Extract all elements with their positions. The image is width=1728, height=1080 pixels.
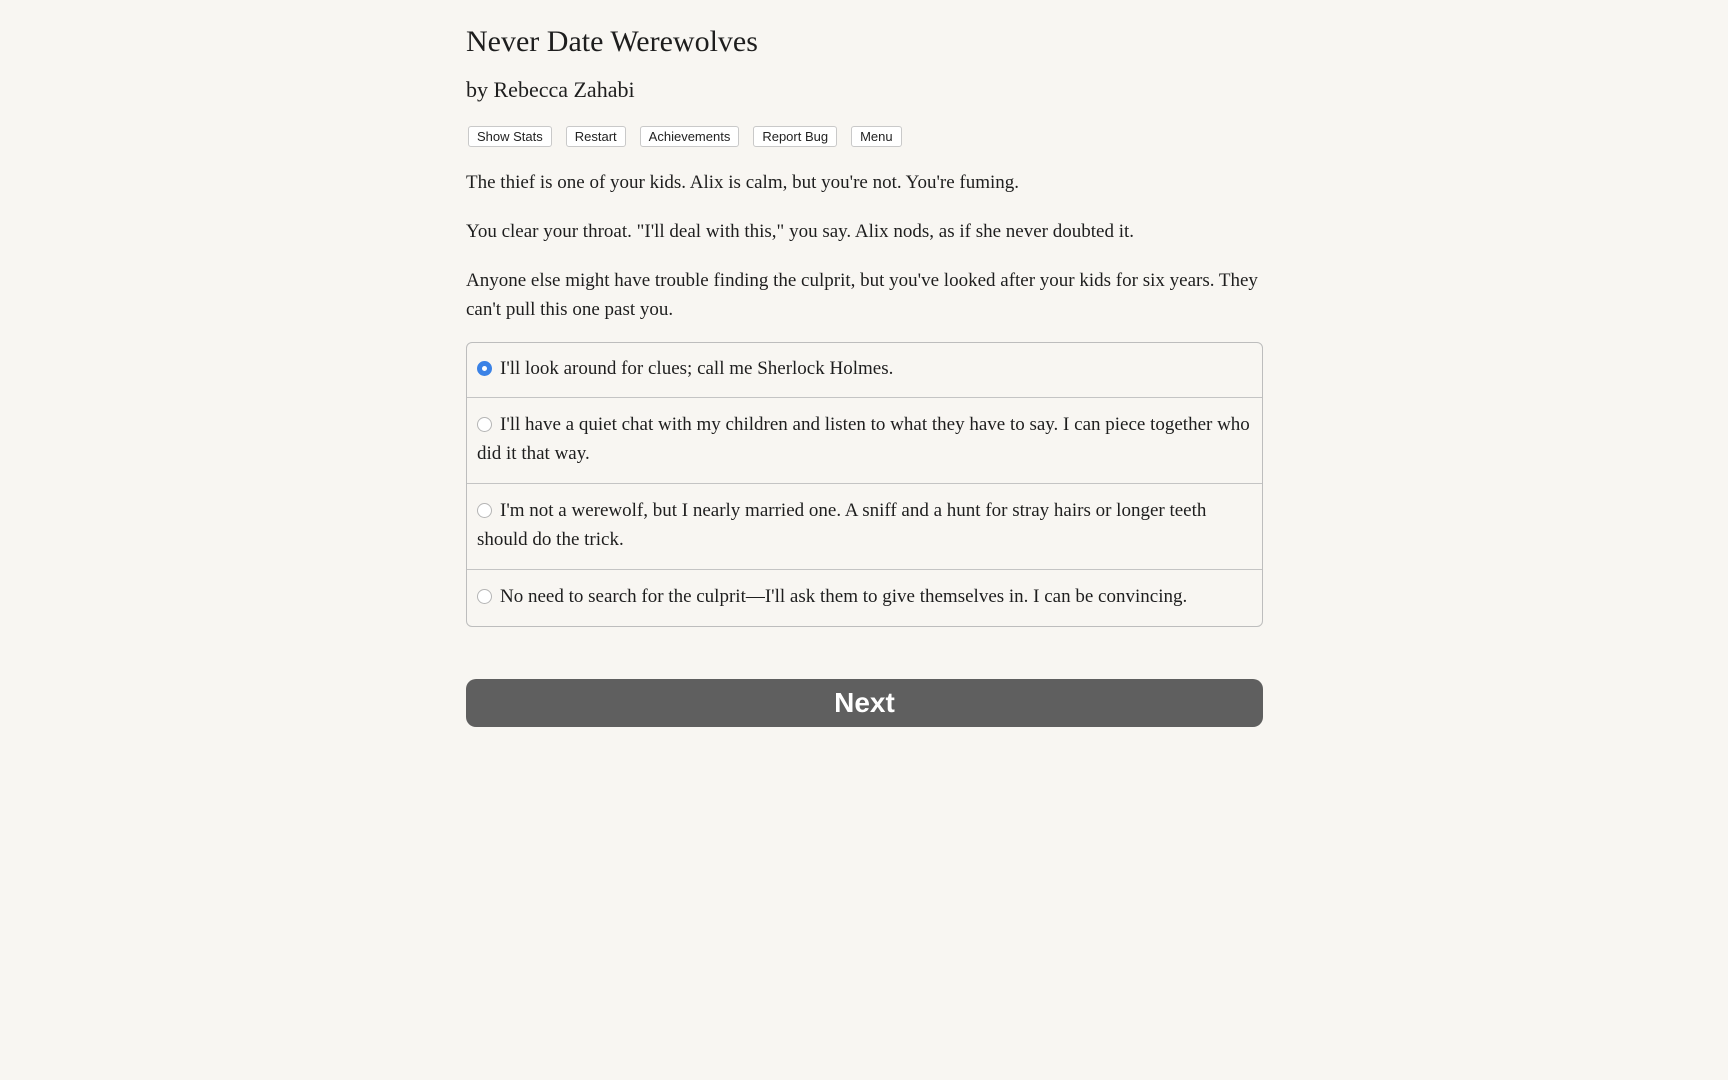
show-stats-button[interactable]: Show Stats [468, 126, 552, 147]
story-paragraph: You clear your throat. "I'll deal with this," you say. Alix nods, as if she never doubted it. [466, 221, 1135, 242]
game-toolbar [468, 126, 902, 147]
restart-button[interactable]: Restart [566, 126, 626, 147]
story-paragraph: The thief is one of your kids. Alix is calm, but you're not. You're fuming. [466, 172, 1020, 193]
choice-label: I'll have a quiet chat with my children and listen to what they have to say. I can piece together who did it that way. [477, 414, 1250, 464]
game-author: by Rebecca Zahabi [466, 77, 635, 102]
choice-label: I'll look around for clues; call me Sherlock Holmes. [500, 358, 894, 379]
choice-option[interactable] [467, 397, 1262, 483]
choice-label: I'm not a werewolf, but I nearly married one. A sniff and a hunt for stray hairs or longer teeth should do the trick. [477, 500, 1207, 550]
game-title: Never Date Werewolves [466, 25, 758, 58]
choice-option[interactable] [467, 569, 1262, 626]
radio-button[interactable] [477, 503, 492, 518]
radio-button[interactable] [477, 417, 492, 432]
achievements-button[interactable]: Achievements [640, 126, 740, 147]
radio-button[interactable] [477, 589, 492, 604]
choice-option[interactable] [467, 483, 1262, 569]
story-text [466, 168, 1263, 344]
menu-button[interactable]: Menu [851, 126, 902, 147]
report-bug-button[interactable]: Report Bug [753, 126, 837, 147]
choice-label: No need to search for the culprit—I'll ask them to give themselves in. I can be convincing. [500, 586, 1188, 607]
story-paragraph: Anyone else might have trouble finding the culprit, but you've looked after your kids for six years. They can't pull this one past you. [466, 270, 1258, 320]
next-button[interactable]: Next [466, 679, 1263, 727]
radio-button-selected[interactable] [477, 361, 492, 376]
choice-list [466, 342, 1263, 627]
choice-option[interactable] [467, 343, 1262, 397]
